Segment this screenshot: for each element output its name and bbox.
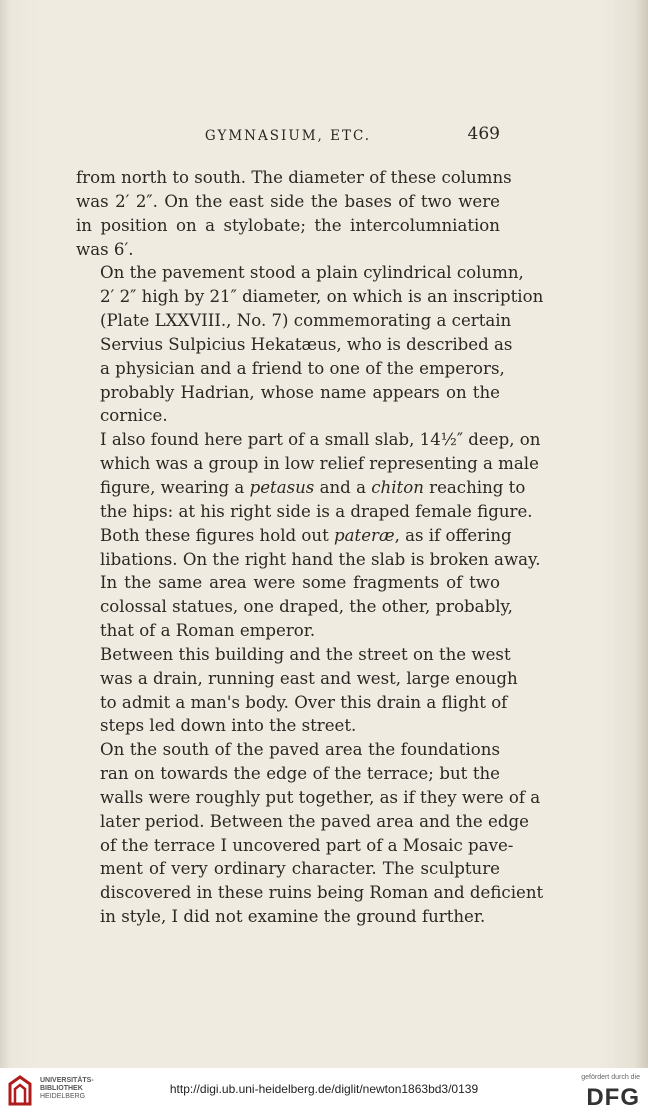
paragraph: [76, 738, 544, 929]
text-line: 2′ 2″ high by 21″ diameter, on which is an inscription: [100, 287, 544, 307]
text-line: figure, wearing a petasus and a chiton reaching to: [100, 477, 526, 497]
text-line: from north to south. The diameter of these columns: [76, 168, 512, 187]
paragraph: [76, 643, 518, 738]
text-line: ment of very ordinary character. The sculpture: [100, 859, 500, 879]
text-line: walls were roughly put together, as if they were of a: [100, 787, 541, 807]
page-number: 469: [467, 124, 500, 144]
text-line: Both these figures hold out pateræ, as if offering: [100, 525, 512, 545]
text-line: ran on towards the edge of the terrace; but the: [100, 764, 500, 784]
paragraph: [76, 166, 512, 261]
text-line: Between this building and the street on the west: [100, 644, 511, 664]
text-line: I also found here part of a small slab, 14½″ deep, on: [100, 430, 541, 450]
paragraph: [76, 428, 541, 571]
italic-term: chiton: [371, 477, 424, 497]
text-line: of the terrace I uncovered part of a Mosaic pave-: [100, 835, 514, 855]
institution-line: HEIDELBERG: [40, 1093, 86, 1100]
text-line: In the same area were some fragments of two: [100, 573, 500, 593]
text-line: later period. Between the paved area and the edge: [100, 811, 529, 831]
text-line: libations. On the right hand the slab is broken away.: [100, 549, 541, 569]
text-line: Servius Sulpicius Hekatæus, who is described as: [100, 334, 513, 354]
text-line: which was a group in low relief representing a male: [100, 454, 539, 474]
text-line: steps led down into the street.: [100, 716, 357, 736]
body-text: [76, 166, 544, 929]
text-line: in position on a stylobate; the intercolumniation: [76, 215, 500, 235]
paragraph: [76, 261, 544, 428]
text-line: colossal statues, one draped, the other, probably,: [100, 597, 513, 617]
text-line: On the pavement stood a plain cylindrical column,: [100, 263, 524, 283]
text-line: to admit a man's body. Over this drain a flight of: [100, 692, 508, 712]
running-title: GYMNASIUM, ETC.: [204, 128, 372, 144]
italic-term: petasus: [249, 477, 315, 497]
permalink[interactable]: http://digi.ub.uni-heidelberg.de/diglit/newton1863bd3/0139: [169, 1082, 479, 1096]
text-line: a physician and a friend to one of the emperors,: [100, 358, 505, 378]
text-line: that of a Roman emperor.: [100, 621, 316, 641]
text-line: probably Hadrian, whose name appears on the: [100, 382, 500, 402]
paragraph: [76, 571, 513, 643]
text-line: in style, I did not examine the ground further.: [100, 907, 486, 927]
text-line: was a drain, running east and west, large enough: [100, 668, 518, 688]
italic-term: pateræ: [334, 525, 395, 545]
institution-line: UNIVERSITÄTS-: [40, 1077, 94, 1084]
text-line: cornice.: [100, 406, 168, 426]
funding-note: gefördert durch die: [581, 1074, 640, 1081]
text-line: the hips: at his right side is a draped female figure.: [100, 501, 533, 521]
institution-line: BIBLIOTHEK: [40, 1085, 83, 1092]
footer-bar: [0, 1068, 648, 1116]
text-line: (Plate LXXVIII., No. 7) commemorating a certain: [100, 311, 512, 331]
text-line: discovered in these ruins being Roman and deficient: [100, 883, 544, 903]
dfg-logo: DFG: [586, 1084, 640, 1111]
text-line: was 6′.: [76, 239, 134, 259]
text-line: was 2′ 2″. On the east side the bases of two were: [76, 191, 500, 211]
text-line: On the south of the paved area the foundations: [100, 740, 500, 760]
page-header: [76, 124, 500, 150]
